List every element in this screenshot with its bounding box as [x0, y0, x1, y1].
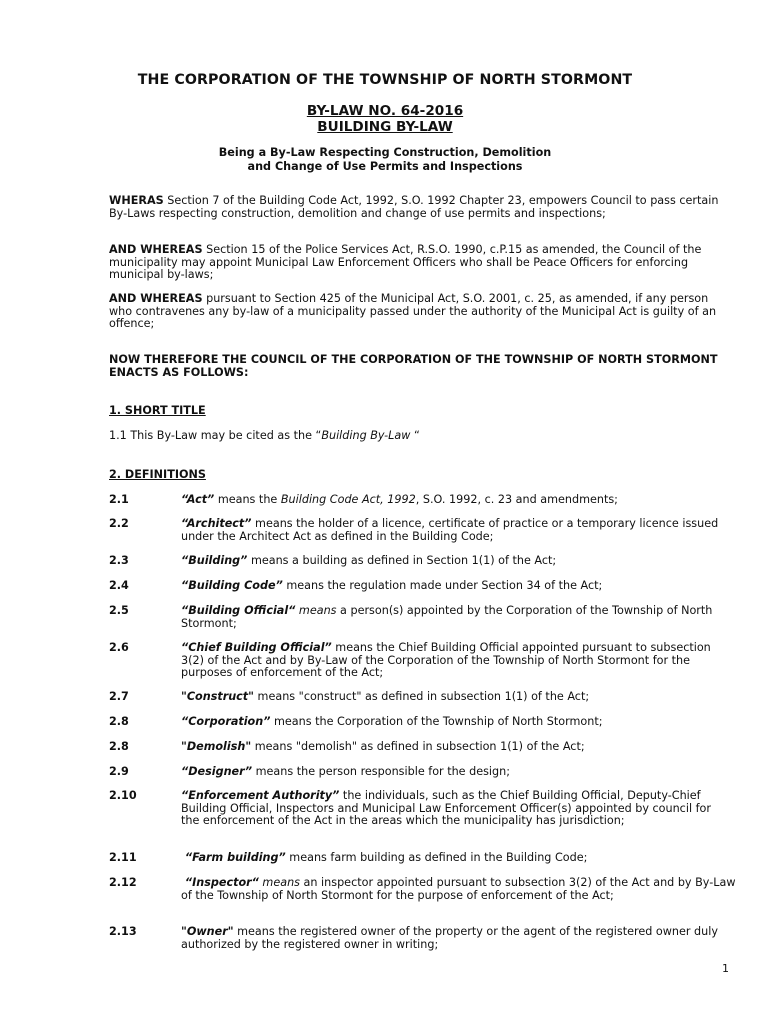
bylaw-subtitle	[0, 146, 770, 173]
definition-text: means "demolish" as defined in subsection 1(1) of the Act;	[251, 740, 585, 753]
bylaw-number: BY-LAW NO. 64-2016	[306, 103, 464, 119]
definition-text-italic: means	[258, 876, 300, 889]
definition-farm-building	[181, 852, 736, 865]
definition-term: “Designer”	[181, 765, 253, 778]
definition-text-italic: means	[295, 604, 337, 617]
definition-text: means the	[214, 493, 281, 506]
definition-term: “Act”	[181, 493, 215, 506]
definition-text: means farm building as defined in the Building Code;	[285, 851, 588, 864]
preamble-lead-2: AND WHEREAS	[109, 243, 203, 256]
section-1-1	[109, 430, 729, 443]
definition-enforcement-authority	[181, 790, 716, 828]
definition-text: an inspector appointed pursuant to subsection 3(2) of the Act and by By-Law of the Township of North Stormont for the purpose of enforcement of the Act;	[181, 876, 736, 902]
definition-inspector	[181, 877, 736, 902]
definition-text: means the person responsible for the design;	[252, 765, 510, 778]
definition-term: “Architect”	[181, 517, 252, 530]
bylaw-name: BUILDING BY-LAW	[317, 119, 453, 135]
definition-number: 2.2	[109, 517, 129, 530]
definition-owner	[181, 926, 736, 951]
definition-number: 2.12	[109, 876, 137, 889]
definition-text: means the registered owner of the property or the agent of the registered owner duly authorized by the registered owner in writing;	[181, 925, 718, 951]
definition-number: 2.6	[109, 641, 129, 654]
definition-term: “Enforcement Authority”	[181, 789, 340, 802]
definition-text: the individuals, such as the Chief Building Official, Deputy-Chief Building Official, Inspectors and Municipal Law Enforcement Officer(s) appointed by council for the enforcement of the Act in the areas which the municipality has jurisdiction;	[181, 789, 711, 828]
definition-construct	[181, 691, 736, 704]
definition-number: 2.7	[109, 690, 129, 703]
definition-corporation	[181, 716, 736, 729]
definition-text: means the Chief Building Official appointed pursuant to subsection 3(2) of the Act and by By-Law of the Corporation of the Township of North Stormont for the purposes of enforcement of the Act;	[181, 641, 711, 680]
definition-number: 2.11	[109, 851, 137, 864]
enacting-clause: NOW THEREFORE THE COUNCIL OF THE CORPORATION OF THE TOWNSHIP OF NORTH STORMONT ENACTS AS FOLLOWS:	[109, 353, 718, 379]
corporation-title: THE CORPORATION OF THE TOWNSHIP OF NORTH STORMONT	[137, 72, 633, 88]
definition-demolish	[181, 741, 736, 754]
section-1-heading: 1. SHORT TITLE	[109, 404, 206, 417]
definition-term: “Building Official“	[181, 604, 296, 617]
definition-number: 2.8	[109, 715, 129, 728]
definition-text: means the regulation made under Section 34 of the Act;	[282, 579, 603, 592]
definition-text-italic: Building Code Act, 1992	[280, 493, 416, 506]
definition-chief-building-official	[181, 642, 736, 680]
definition-term: "Demolish"	[181, 740, 252, 753]
preamble-lead-1: WHERAS	[109, 194, 164, 207]
subtitle-line-2: and Change of Use Permits and Inspections	[247, 159, 523, 173]
definition-term: “Chief Building Official”	[181, 641, 332, 654]
definition-number: 2.4	[109, 579, 129, 592]
definition-number: 2.13	[109, 925, 137, 938]
subtitle-line-1: Being a By-Law Respecting Construction, Demolition	[218, 146, 552, 159]
definition-text: a person(s) appointed by the Corporation of the Township of North Stormont;	[181, 604, 713, 630]
definition-number: 2.1	[109, 493, 129, 506]
short-title-name: Building By-Law	[321, 429, 411, 442]
section-2-heading: 2. DEFINITIONS	[109, 468, 206, 481]
definition-number: 2.9	[109, 765, 129, 778]
short-title-post: “	[410, 429, 420, 442]
definition-term: "Owner"	[181, 925, 234, 938]
definition-text: , S.O. 1992, c. 23 and amendments;	[415, 493, 618, 506]
short-title-pre: 1.1 This By-Law may be cited as the “	[109, 429, 322, 442]
definition-act	[181, 494, 736, 507]
definition-term: “Corporation”	[181, 715, 271, 728]
definition-architect	[181, 518, 736, 543]
definition-text: means the holder of a licence, certificate of practice or a temporary licence issued under the Architect Act as defined in the Building Code;	[181, 517, 719, 543]
preamble-text-2: Section 15 of the Police Services Act, R.S.O. 1990, c.P.15 as amended, the Council of the municipality may appoint Municipal Law Enforcement Officers who shall be Peace Officers for enforcing municipal by-laws;	[109, 243, 702, 282]
definition-text: means a building as defined in Section 1(1) of the Act;	[247, 554, 557, 567]
preamble-text-1: Section 7 of the Building Code Act, 1992, S.O. 1992 Chapter 23, empowers Council to pass certain By-Laws respecting construction, demolition and change of use permits and inspections;	[109, 194, 719, 220]
definition-term: “Building”	[181, 554, 248, 567]
definition-term: “Farm building”	[181, 851, 286, 864]
page-number: 1	[722, 962, 729, 975]
preamble-paragraph-2	[109, 244, 729, 282]
definition-term: "Construct"	[181, 690, 254, 703]
definition-designer	[181, 766, 736, 779]
definition-term: “Inspector“	[181, 876, 259, 889]
definition-building-code	[181, 580, 736, 593]
definition-text: means "construct" as defined in subsection 1(1) of the Act;	[254, 690, 590, 703]
definition-number: 2.8	[109, 740, 129, 753]
preamble-paragraph-3	[109, 293, 729, 331]
definition-term: “Building Code”	[181, 579, 283, 592]
definition-text: means the Corporation of the Township of North Stormont;	[270, 715, 603, 728]
definition-number: 2.10	[109, 789, 137, 802]
preamble-paragraph-1	[109, 195, 729, 220]
preamble-lead-3: AND WHEREAS	[109, 292, 203, 305]
preamble-text-3: pursuant to Section 425 of the Municipal Act, S.O. 2001, c. 25, as amended, if any person who contravenes any by-law of a municipality passed under the authority of the Municipal Act is guilty of an offence;	[109, 292, 717, 331]
definition-building	[181, 555, 736, 568]
definition-number: 2.3	[109, 554, 129, 567]
definition-number: 2.5	[109, 604, 129, 617]
definition-building-official	[181, 605, 736, 630]
